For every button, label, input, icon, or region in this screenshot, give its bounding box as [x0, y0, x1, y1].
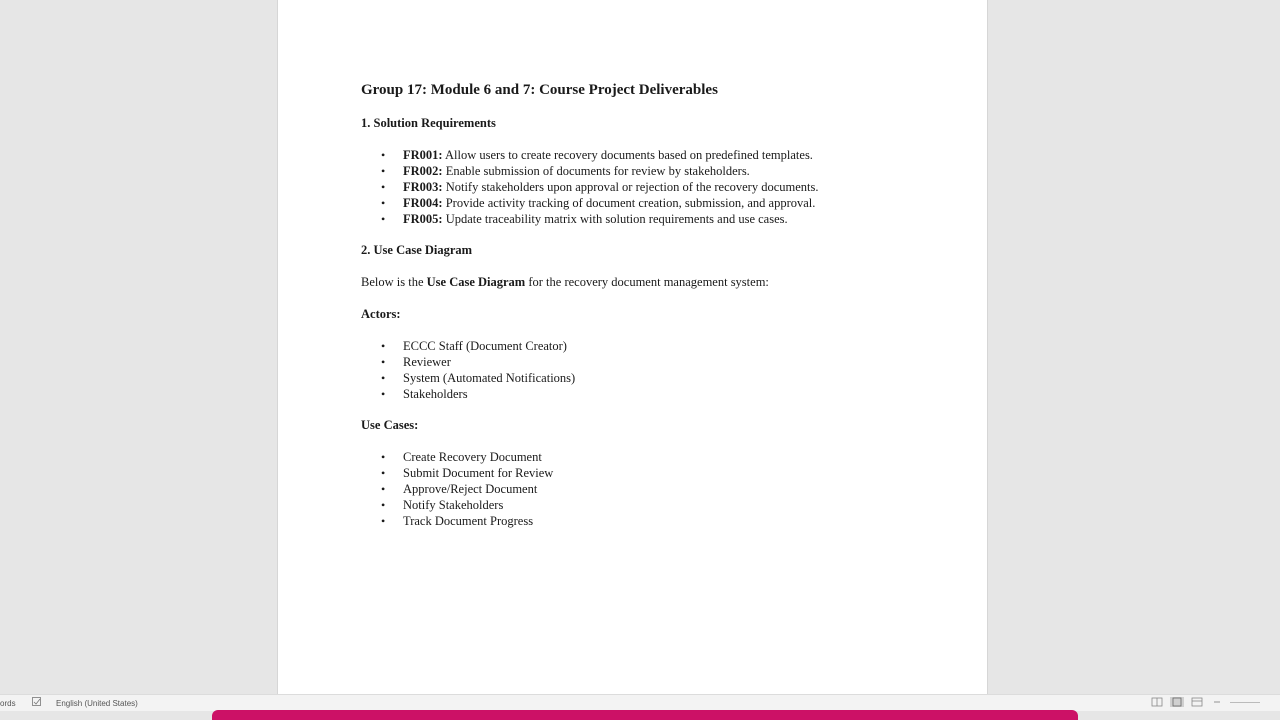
- list-item: [361, 195, 961, 211]
- web-layout-icon[interactable]: [1190, 697, 1204, 707]
- requirement-text: Notify stakeholders upon approval or rejection of the recovery documents.: [442, 180, 819, 194]
- actors-list: [361, 338, 961, 402]
- document-body[interactable]: [361, 80, 961, 529]
- list-item: • ECCC Staff (Document Creator): [361, 338, 961, 354]
- list-item: • Track Document Progress: [361, 513, 961, 529]
- list-item: • Notify Stakeholders: [361, 497, 961, 513]
- list-item: • Stakeholders: [361, 386, 961, 402]
- zoom-slider[interactable]: [1230, 702, 1260, 703]
- requirement-id: FR005:: [403, 212, 443, 226]
- read-mode-icon[interactable]: [1150, 697, 1164, 707]
- accent-bar: [212, 710, 1078, 720]
- list-item: • Create Recovery Document: [361, 449, 961, 465]
- word-count[interactable]: ords: [0, 699, 16, 708]
- list-item: [361, 179, 961, 195]
- requirements-list: [361, 147, 961, 227]
- language-indicator[interactable]: English (United States): [56, 699, 138, 708]
- status-bar: [0, 694, 1280, 711]
- section-heading-solution-requirements: 1. Solution Requirements: [361, 116, 496, 130]
- requirement-id: FR002:: [403, 164, 443, 178]
- document-page[interactable]: [277, 0, 988, 694]
- proofing-icon[interactable]: [32, 697, 42, 707]
- list-item: • Approve/Reject Document: [361, 481, 961, 497]
- list-item: [361, 163, 961, 179]
- list-item: [361, 211, 961, 227]
- print-layout-icon[interactable]: [1170, 697, 1184, 707]
- zoom-out-icon[interactable]: [1210, 697, 1224, 707]
- use-cases-list: [361, 449, 961, 529]
- section-heading-use-cases: Use Cases:: [361, 418, 419, 432]
- requirement-text: Enable submission of documents for review by stakeholders.: [442, 164, 750, 178]
- requirement-id: FR003:: [403, 180, 443, 194]
- requirement-text: Update traceability matrix with solution requirements and use cases.: [442, 212, 788, 226]
- section-heading-actors: Actors:: [361, 307, 401, 321]
- requirement-id: FR004:: [403, 196, 443, 210]
- requirement-text: Allow users to create recovery documents based on predefined templates.: [442, 148, 813, 162]
- list-item: • System (Automated Notifications): [361, 370, 961, 386]
- view-buttons: [1150, 697, 1260, 707]
- intro-text: Below is the: [361, 275, 427, 289]
- list-item: • Submit Document for Review: [361, 465, 961, 481]
- intro-bold-text: Use Case Diagram: [426, 275, 526, 289]
- requirement-id: FR001:: [403, 148, 443, 162]
- requirement-text: Provide activity tracking of document creation, submission, and approval.: [442, 196, 816, 210]
- document-title: Group 17: Module 6 and 7: Course Project Deliverables: [361, 82, 718, 98]
- list-item: [361, 147, 961, 163]
- intro-text-end: for the recovery document management system:: [525, 275, 769, 289]
- list-item: • Reviewer: [361, 354, 961, 370]
- section-heading-use-case-diagram: 2. Use Case Diagram: [361, 243, 473, 257]
- use-case-intro: [361, 273, 961, 291]
